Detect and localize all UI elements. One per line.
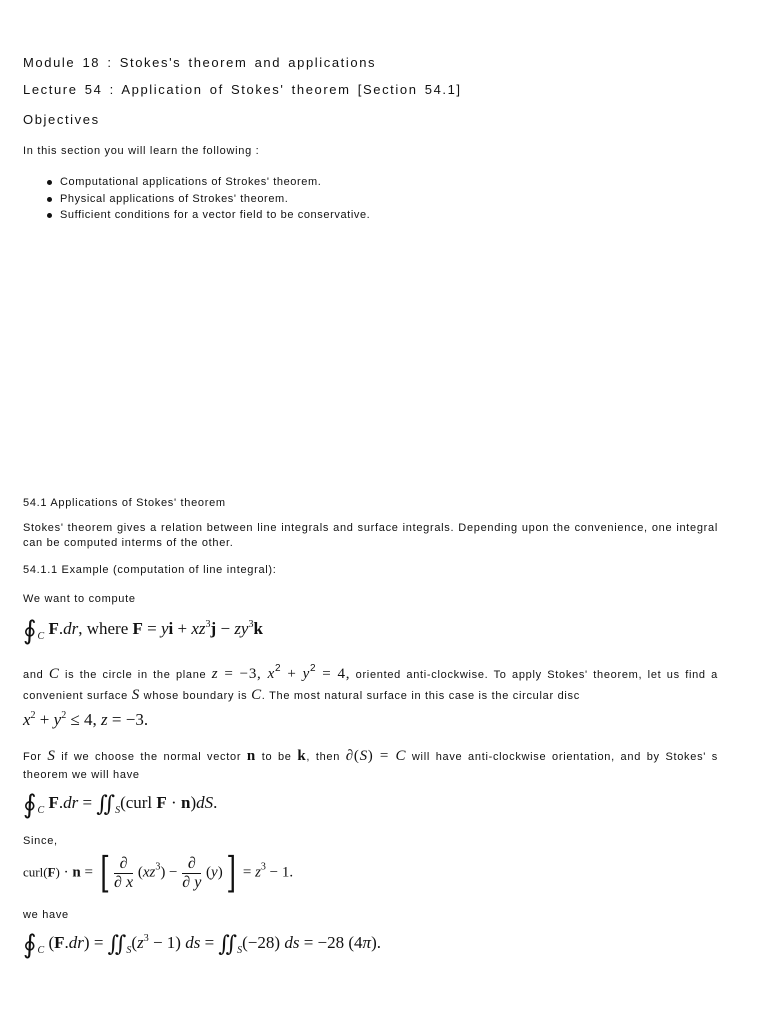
curl-equation: curl(F) · n = [ $\frac{\partial}{\partial x}$ $(xz^3)$ − $\frac{\partial}{\partial y}$ $(y)] = z^3 - 1$. [23,848,294,897]
since-text: Since, [23,835,58,847]
for-paragraph: For S if we choose the normal vector n to be k, then ∂(S) = C will have anti-clockwise orientation, and by Stokes' s theorem we will have [23,748,718,781]
list-item: Physical applications of Strokes' theorem. [23,191,718,208]
section-paragraph: Stokes' theorem gives a relation between line integrals and surface integrals. Depending upon the convenience, one integral can be computed interms of the other. [23,522,718,549]
we-have-text: we have [23,909,69,921]
section-title: 54.1 Applications of Stokes' theorem [23,497,226,509]
line-integral-equation: $∮_C$ F.dr, where F = yi + $xz^3j - zy^3k$ [23,616,263,646]
we-want-text: We want to compute [23,593,136,605]
list-item: Computational applications of Strokes' theorem. [23,174,718,191]
objectives-heading: Objectives [23,112,100,127]
and-paragraph: and C is the circle in the plane z = −3, $x^2 + y^2 = 4$, oriented anti-clockwise. To apply Stokes' theorem, let us find a convenient surface S whose boundary is C. The most natural surface in this case is the circular disc [23,663,718,703]
example-title: 54.1.1 Example (computation of line integral): [23,564,277,576]
stokes-equation: $∮_C$ $F.dr = ∬_S(curl$ F · n)dS. [23,790,218,820]
result-equation: $∮_C$ $(F.dr) = ∬_S(z^3 - 1)$ ds = $∬_S(-28)$ ds = −28 (4π). [23,930,381,960]
module-heading: Module 18 : Stokes's theorem and applications [23,55,377,70]
list-item: Sufficient conditions for a vector field to be conservative. [23,207,718,224]
disc-equation: $x^2 + y^2 \le 4$, z = −3. [23,710,149,729]
lecture-heading: Lecture 54 : Application of Stokes' theorem [Section 54.1] [23,82,462,97]
intro-text: In this section you will learn the following : [23,145,260,157]
objectives-list [23,174,718,224]
